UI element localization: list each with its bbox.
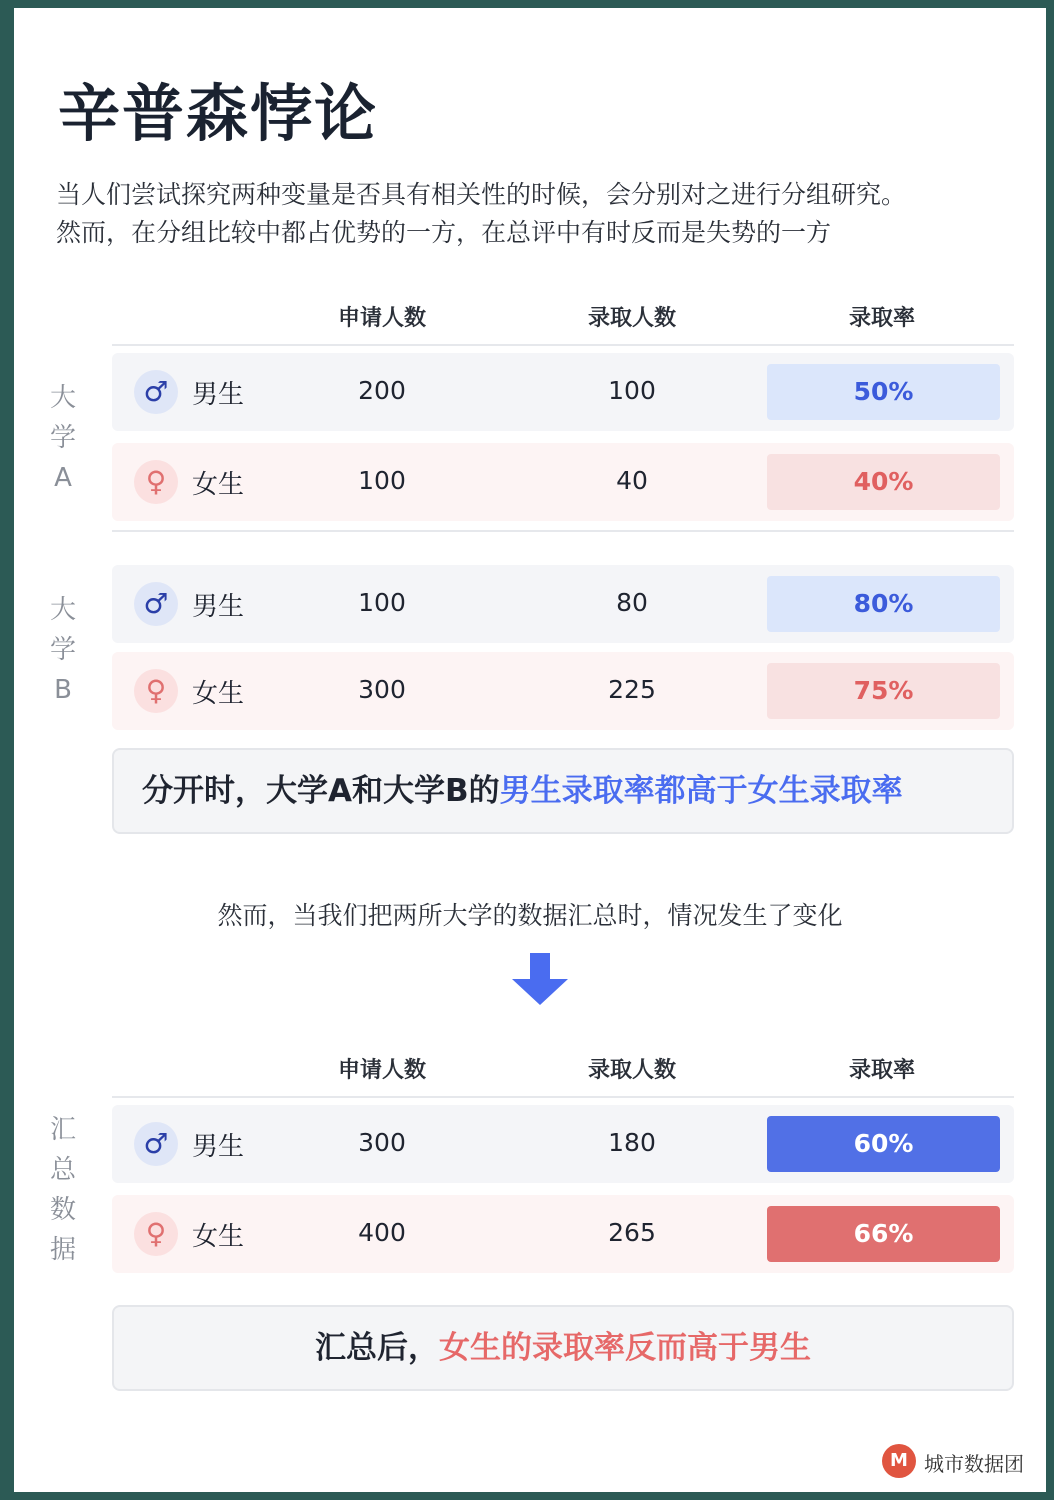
- gender-label: 男生: [192, 592, 245, 622]
- header-admitted: 录取人数: [587, 1058, 676, 1083]
- page-title: 辛普森悖论: [58, 77, 379, 150]
- gender-label: 女生: [192, 1222, 245, 1252]
- intro-line-2: 然而，在分组比较中都占优势的一方，在总评中有时反而是失势的一方: [56, 218, 832, 247]
- gender-label: 男生: [192, 380, 245, 410]
- rate-value: 50%: [767, 364, 1000, 420]
- table-header-separate: [112, 284, 1014, 346]
- logo-icon: M: [882, 1444, 916, 1478]
- group-label-uni-b: 大 学 B: [49, 595, 76, 705]
- female-icon: ♀: [134, 460, 178, 504]
- header-applicants: 申请人数: [337, 1058, 426, 1083]
- table-header-total: [112, 1036, 1014, 1098]
- table-row-total-female: [112, 1195, 1014, 1273]
- admitted-value: 40: [616, 466, 648, 495]
- admitted-value: 100: [608, 376, 656, 405]
- infographic-card: [14, 8, 1046, 1492]
- male-icon: ♂: [134, 1122, 178, 1166]
- table-row-uni-a-female: [112, 443, 1014, 521]
- header-rate: 录取率: [848, 1058, 915, 1083]
- callout-prefix: 汇总后，: [315, 1330, 439, 1366]
- gender-label: 男生: [192, 1132, 245, 1162]
- table-row-uni-a-male: [112, 353, 1014, 431]
- applicants-value: 200: [358, 376, 406, 405]
- admitted-value: 80: [616, 588, 648, 617]
- transition-text: 然而，当我们把两所大学的数据汇总时，情况发生了变化: [217, 901, 843, 930]
- callout-separate-conclusion: [112, 748, 1014, 834]
- logo-text: 城市数据团: [924, 1452, 1024, 1476]
- header-admitted: 录取人数: [587, 306, 676, 331]
- admitted-value: 225: [608, 675, 656, 704]
- table-row-uni-b-female: [112, 652, 1014, 730]
- applicants-value: 400: [358, 1218, 406, 1247]
- female-icon: ♀: [134, 1212, 178, 1256]
- applicants-value: 100: [358, 588, 406, 617]
- gender-label: 女生: [192, 679, 245, 709]
- applicants-value: 100: [358, 466, 406, 495]
- rate-value: 80%: [767, 576, 1000, 632]
- header-rate: 录取率: [848, 306, 915, 331]
- table-row-total-male: [112, 1105, 1014, 1183]
- gender-label: 女生: [192, 470, 245, 500]
- rate-value: 66%: [767, 1206, 1000, 1262]
- rate-value: 40%: [767, 454, 1000, 510]
- callout-highlight: 男生录取率都高于女生录取率: [499, 773, 903, 809]
- male-icon: ♂: [134, 370, 178, 414]
- group-label-uni-a: 大 学 A: [49, 383, 76, 493]
- intro-text: [56, 176, 1026, 252]
- admitted-value: 180: [608, 1128, 656, 1157]
- rate-value: 60%: [767, 1116, 1000, 1172]
- female-icon: ♀: [134, 669, 178, 713]
- header-applicants: 申请人数: [337, 306, 426, 331]
- rate-value: 75%: [767, 663, 1000, 719]
- arrow-down-icon: [512, 951, 568, 1007]
- male-icon: ♂: [134, 582, 178, 626]
- applicants-value: 300: [358, 675, 406, 704]
- admitted-value: 265: [608, 1218, 656, 1247]
- callout-total-conclusion: [112, 1305, 1014, 1391]
- group-divider: [112, 530, 1014, 532]
- intro-line-1: 当人们尝试探究两种变量是否具有相关性的时候，会分别对之进行分组研究。: [56, 180, 907, 209]
- table-row-uni-b-male: [112, 565, 1014, 643]
- callout-prefix: 分开时，大学A和大学B的: [142, 773, 500, 809]
- callout-highlight: 女生的录取率反而高于男生: [439, 1330, 811, 1366]
- applicants-value: 300: [358, 1128, 406, 1157]
- group-label-total: 汇 总 数 据: [49, 1115, 76, 1265]
